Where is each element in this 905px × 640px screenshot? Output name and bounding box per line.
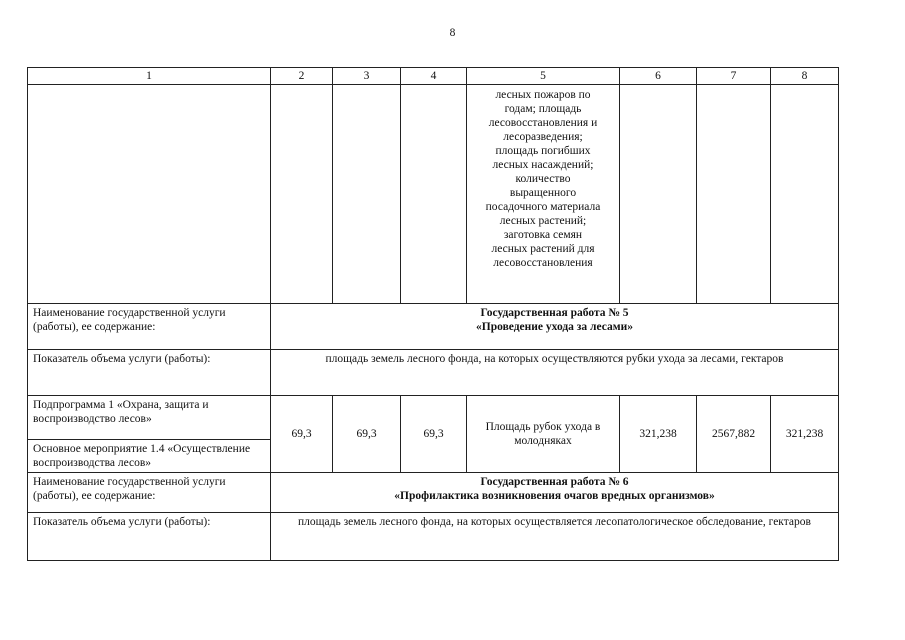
volume-label: Показатель объема услуги (работы): bbox=[28, 350, 271, 396]
continuation-indicator-cell bbox=[467, 85, 620, 304]
report-table bbox=[27, 67, 839, 561]
volume-value-6: площадь земель лесного фонда, на которых осуществляется лесопатологическое обследование, гектаров bbox=[271, 513, 839, 561]
indicator-line: лесовосстановления bbox=[493, 257, 593, 269]
indicator-line: выращенного bbox=[509, 187, 577, 199]
column-number-6: 6 bbox=[620, 68, 697, 85]
column-number-7: 7 bbox=[697, 68, 771, 85]
indicator-line: заготовка семян bbox=[503, 229, 583, 241]
main-activity-cell: Основное мероприятие 1.4 «Осуществление воспроизводства лесов» bbox=[28, 440, 271, 473]
work-name-6: «Профилактика возникновения очагов вредных организмов» bbox=[394, 490, 715, 502]
value-col-6: 321,238 bbox=[620, 396, 697, 473]
continuation-cell-6 bbox=[620, 85, 697, 304]
continuation-cell-1 bbox=[28, 85, 271, 304]
indicator-line: лесоразведения; bbox=[503, 131, 583, 143]
work-number-5: Государственная работа № 5 bbox=[480, 307, 629, 319]
continuation-cell-4 bbox=[401, 85, 467, 304]
continuation-cell-3 bbox=[333, 85, 401, 304]
work-number-6: Государственная работа № 6 bbox=[480, 476, 629, 488]
column-number-row bbox=[28, 68, 839, 85]
indicator-line: посадочного материала bbox=[485, 201, 601, 213]
continuation-row bbox=[28, 85, 839, 304]
column-number-8: 8 bbox=[771, 68, 839, 85]
value-col-7: 2567,882 bbox=[697, 396, 771, 473]
column-number-3: 3 bbox=[333, 68, 401, 85]
indicator-line: лесных пожаров по bbox=[495, 89, 591, 101]
page-number: 8 bbox=[449, 27, 456, 39]
volume-label: Показатель объема услуги (работы): bbox=[28, 513, 271, 561]
volume-value-5: площадь земель лесного фонда, на которых осуществляются рубки ухода за лесами, гектаров bbox=[271, 350, 839, 396]
continuation-cell-2 bbox=[271, 85, 333, 304]
work-title-5 bbox=[271, 304, 839, 350]
value-col-3: 69,3 bbox=[333, 396, 401, 473]
indicator-line: лесовосстановления и bbox=[488, 117, 598, 129]
service-name-row-6 bbox=[28, 473, 839, 513]
indicator-line: лесных растений; bbox=[499, 215, 587, 227]
column-number-4: 4 bbox=[401, 68, 467, 85]
column-number-1: 1 bbox=[28, 68, 271, 85]
indicator-line: лесных насаждений; bbox=[492, 159, 594, 171]
indicator-line: лесных растений для bbox=[491, 243, 595, 255]
indicator-line: количество bbox=[515, 173, 571, 185]
subprogram-row bbox=[28, 396, 839, 440]
volume-row-6 bbox=[28, 513, 839, 561]
value-col-8: 321,238 bbox=[771, 396, 839, 473]
indicator-line: годам; площадь bbox=[504, 103, 582, 115]
indicator-name: Площадь рубок ухода в молодняках bbox=[467, 396, 620, 473]
value-col-4: 69,3 bbox=[401, 396, 467, 473]
continuation-cell-7 bbox=[697, 85, 771, 304]
indicator-line: площадь погибших bbox=[495, 145, 591, 157]
continuation-cell-8 bbox=[771, 85, 839, 304]
value-col-2: 69,3 bbox=[271, 396, 333, 473]
column-number-2: 2 bbox=[271, 68, 333, 85]
service-name-label: Наименование государственной услуги (работы), ее содержание: bbox=[28, 304, 271, 350]
column-number-5: 5 bbox=[467, 68, 620, 85]
subprogram-cell: Подпрограмма 1 «Охрана, защита и воспроизводство лесов» bbox=[28, 396, 271, 440]
volume-row-5 bbox=[28, 350, 839, 396]
work-name-5: «Проведение ухода за лесами» bbox=[476, 321, 633, 333]
work-title-6 bbox=[271, 473, 839, 513]
service-name-label: Наименование государственной услуги (работы), ее содержание: bbox=[28, 473, 271, 513]
service-name-row-5 bbox=[28, 304, 839, 350]
